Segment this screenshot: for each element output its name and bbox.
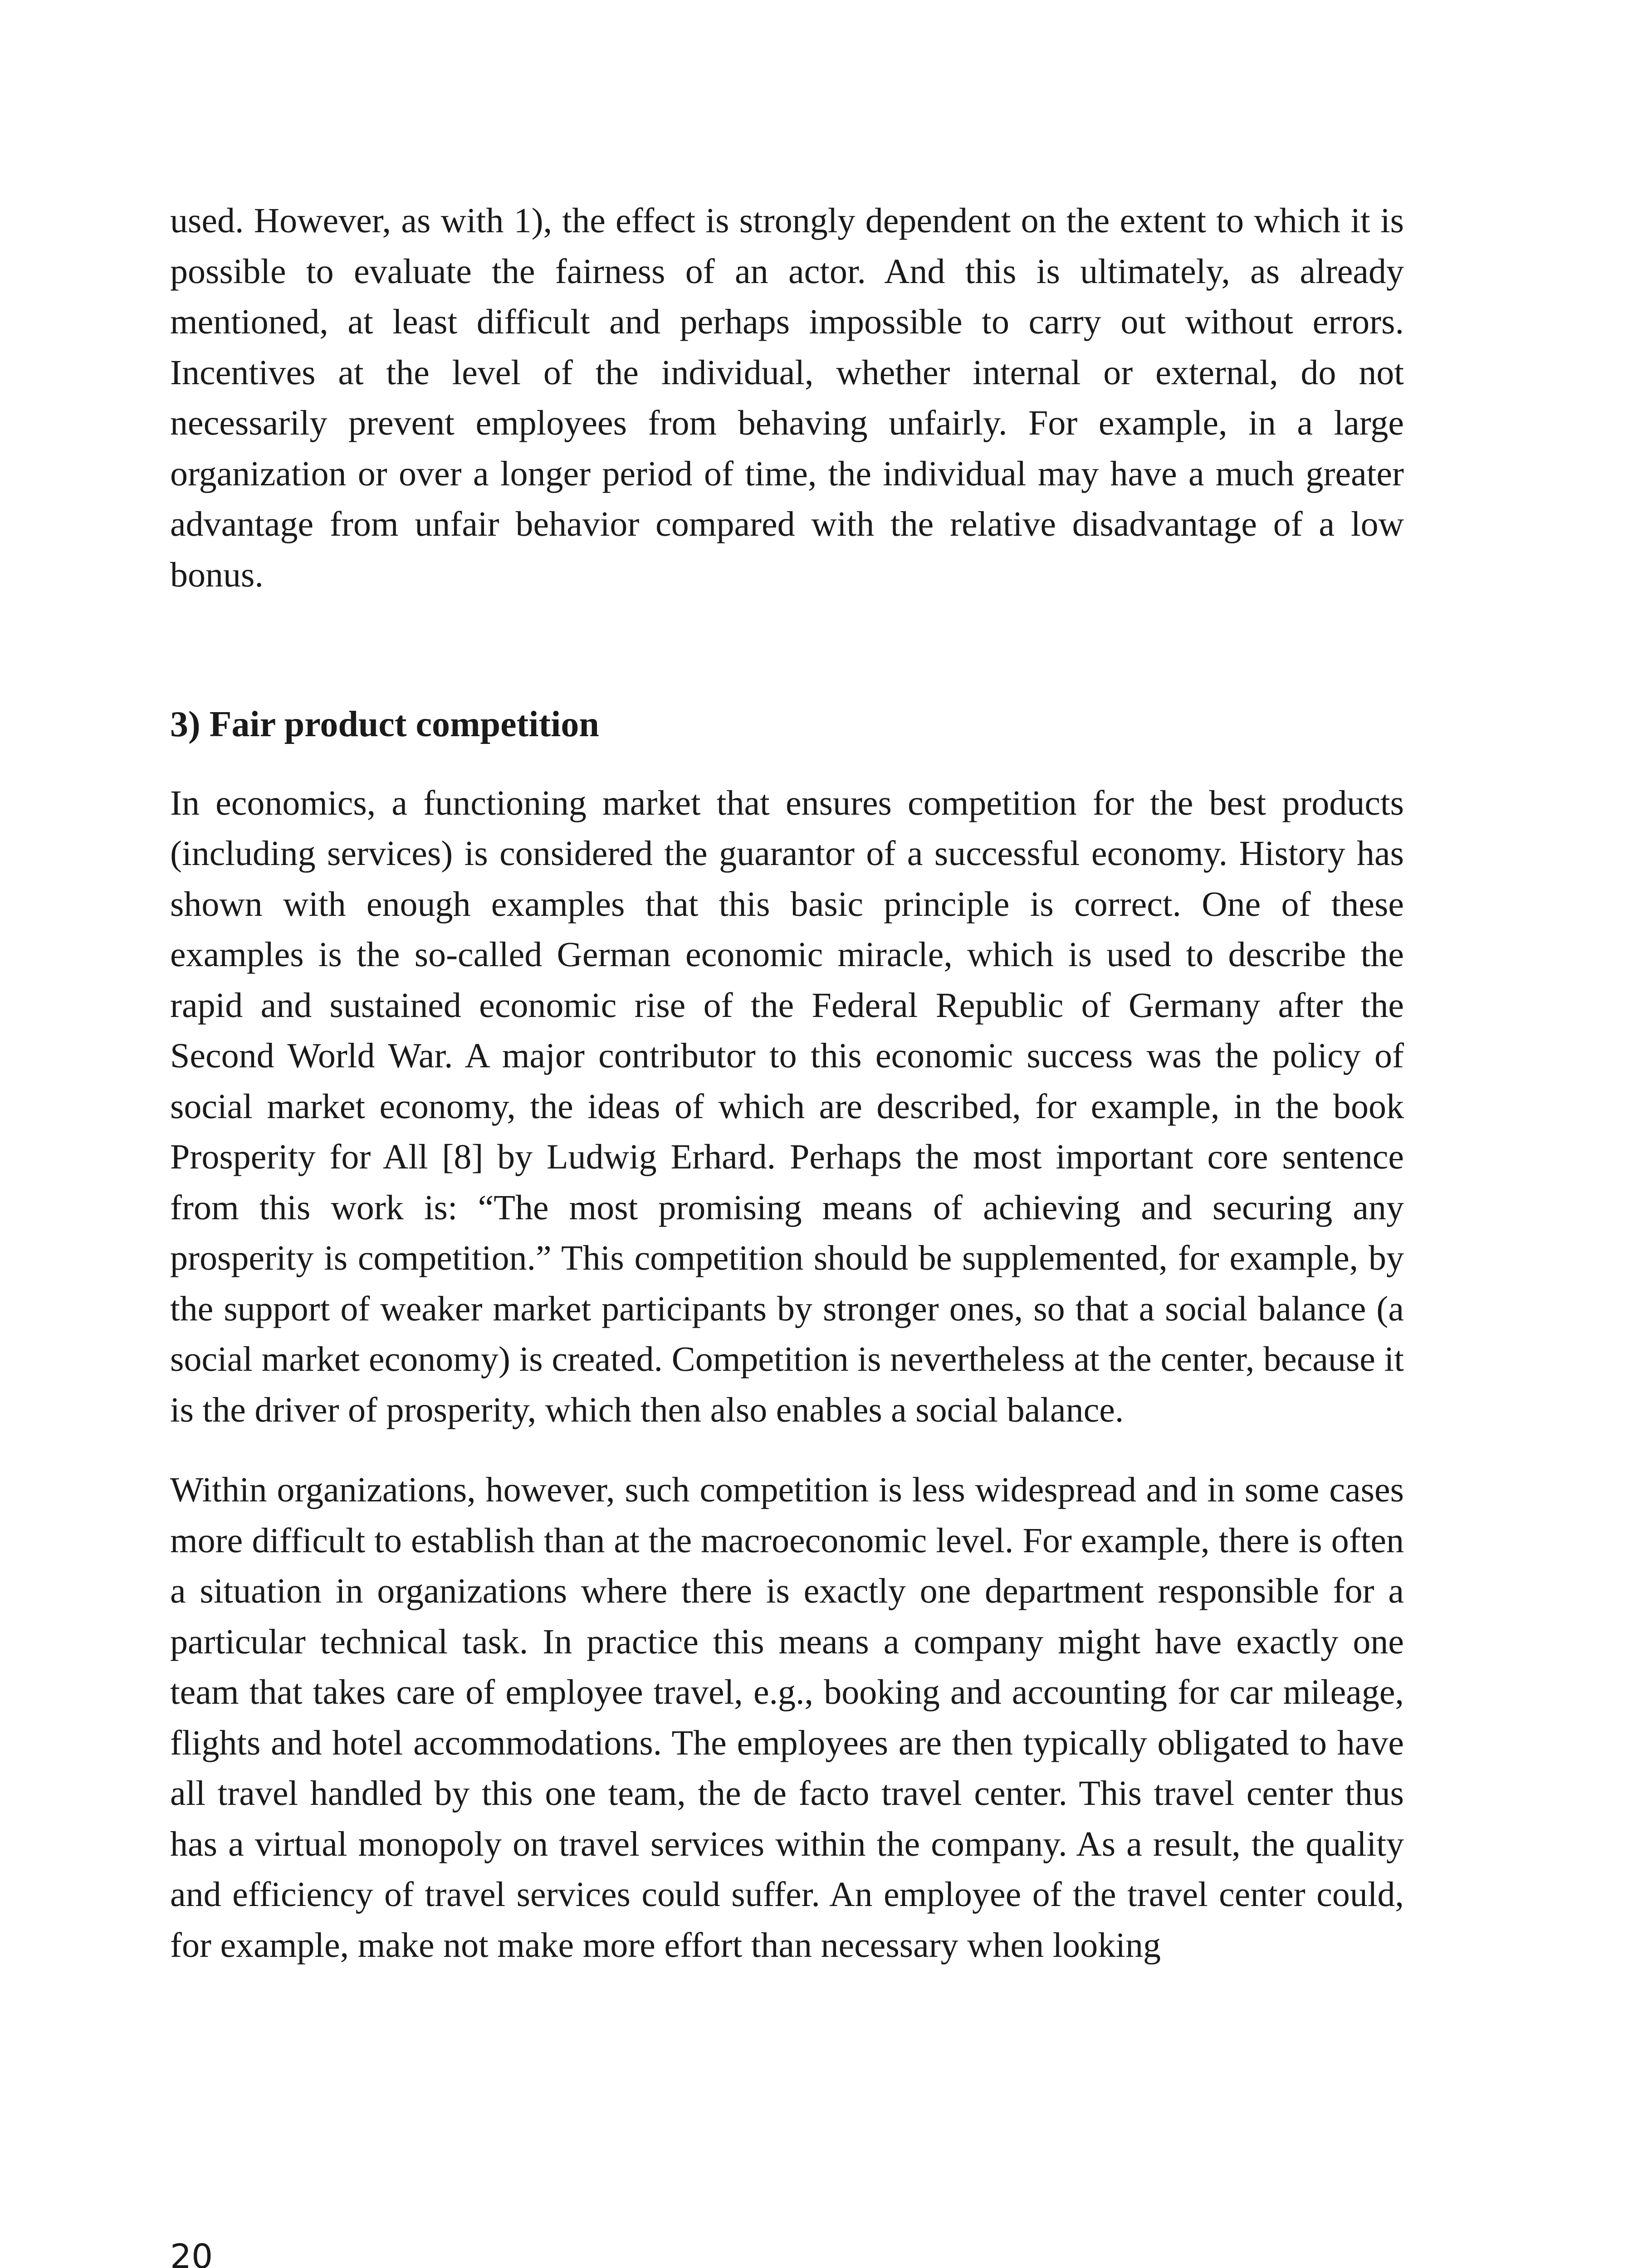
paragraph-within-organizations: Within organizations, however, such competition is less widespread and in some cases more difficult to establish than at the macroeconomic level. For example, there is often a situation in organizations where there is exactly one department responsible for a particular technical task. In practice this means a company might have exactly one team that takes care of employee travel, e.g., booking and accounting for car mileage, flights and hotel accommodations. The employees are then typically obligated to have all travel handled by this one team, the de facto travel center. This travel center thus has a virtual monopoly on travel services within the company. As a result, the quality and efficiency of travel services could suffer. An employee of the travel center could, for example, make not make more effort than necessary when looking [170, 1470, 1404, 1965]
body-text [170, 195, 1404, 1970]
paragraph-continued: used. However, as with 1), the effect is strongly dependent on the extent to which it is possible to evaluate the fairness of an actor. And this is ultimately, as already mentioned, at least difficult and perhaps impossible to carry out without errors. Incentives at the level of the individual, whether internal or external, do not necessarily prevent employees from behaving unfairly. For example, in a large organization or over a longer period of time, the individual may have a much greater advantage from unfair behavior compared with the relative disadvantage of a low bonus. [170, 200, 1404, 594]
section-heading: 3) Fair product competition [170, 704, 599, 744]
paragraph-competition-intro: In economics, a functioning market that ensures competition for the best products (including services) is considered the guarantor of a successful economy. History has shown with enough examples that this basic principle is correct. One of these examples is the so-called German economic miracle, which is used to describe the rapid and sustained economic rise of the Federal Republic of Germany after the Second World War. A major contributor to this economic success was the policy of social market economy, the ideas of which are described, for example, in the book Prosperity for All [8] by Ludwig Erhard. Perhaps the most important core sentence from this work is: “The most promising means of achieving and securing any prosperity is competition.” This competition should be supplemented, for example, by the support of weaker market participants by stronger ones, so that a social balance (a social market economy) is created. Competition is nevertheless at the center, because it is the driver of prosperity, which then also enables a social balance. [170, 782, 1404, 1429]
page-number: 20 [170, 2237, 213, 2268]
